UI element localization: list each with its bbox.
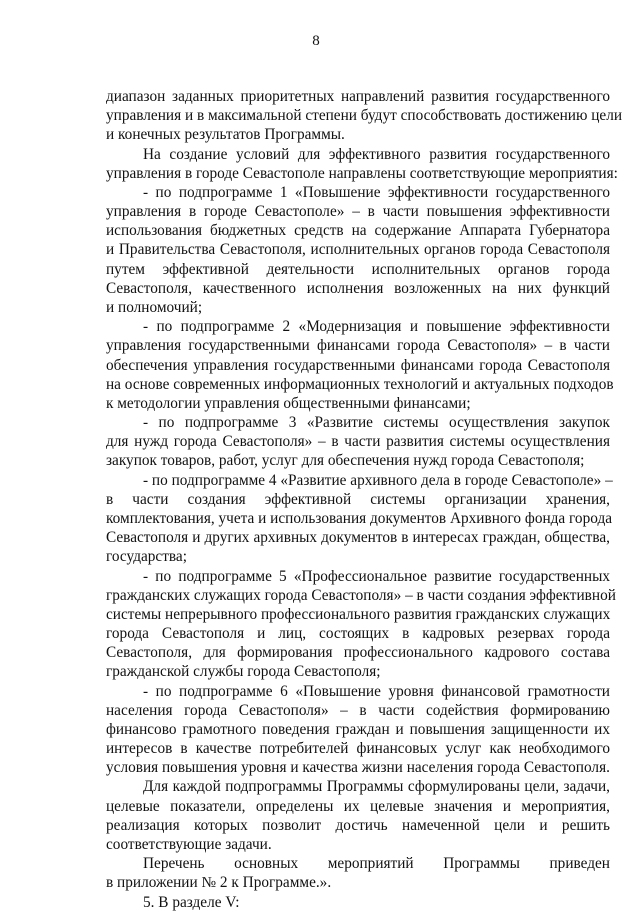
text-line: соответствующие задачи.	[106, 836, 272, 854]
text-line: управления и в максимальной степени будут способствовать достижению цели	[106, 107, 623, 125]
text-line: На создание условий для эффективного развития государственного	[143, 145, 610, 163]
text-line: обеспечения управления государственными финансами города Севастополя	[106, 356, 610, 374]
text-line: - по подпрограмме 5 «Профессиональное развитие государственных	[143, 567, 610, 585]
text-line: 5. В разделе V:	[143, 893, 240, 911]
text-line: и полномочий;	[106, 298, 203, 316]
text-line: на основе современных информационных технологий и актуальных подходов	[106, 375, 614, 393]
text-line: - по подпрограмме 6 «Повышение уровня финансовой грамотности	[143, 682, 610, 700]
text-line: государства;	[106, 548, 187, 566]
text-line: гражданской службы города Севастополя;	[106, 663, 381, 681]
text-line: интересов в качестве потребителей финансовых услуг как необходимого	[106, 740, 610, 758]
text-line: и конечных результатов Программы.	[106, 126, 345, 144]
text-line: Севастополя, качественного исполнения возложенных на них функций	[106, 279, 610, 297]
text-line: - по подпрограмме 3 «Развитие системы осуществления закупок	[143, 414, 610, 432]
text-line: управления в городе Севастополе направлены соответствующие мероприятия:	[106, 164, 618, 182]
text-line: гражданских служащих города Севастополя» – в части создания эффективной	[106, 586, 616, 604]
text-line: - по подпрограмме 4 «Развитие архивного дела в городе Севастополе» –	[143, 471, 613, 489]
text-line: и Правительства Севастополя, исполнительных органов города Севастополя	[106, 241, 610, 259]
text-line: диапазон заданных приоритетных направлений развития государственного	[106, 88, 610, 105]
text-line: закупок товаров, работ, услуг для обеспечения нужд города Севастополя;	[106, 452, 585, 470]
text-line: комплектования, учета и использования документов Архивного фонда города	[106, 509, 613, 527]
text-line: города Севастополя и лиц, состоящих в кадровых резервах города	[106, 625, 610, 643]
text-line: в приложении № 2 к Программе.».	[106, 874, 332, 892]
text-line: Севастополя и других архивных документов в интересах граждан, общества,	[106, 529, 610, 547]
text-line: системы непрерывного профессионального развития гражданских служащих	[106, 605, 611, 623]
text-line: к методологии управления общественными финансами;	[106, 394, 471, 412]
text-line: целевые показатели, определены их целевые значения и мероприятия,	[106, 797, 610, 815]
text-line: - по подпрограмме 1 «Повышение эффективности государственного	[143, 183, 610, 201]
text-line: Для каждой подпрограммы Программы сформулированы цели, задачи,	[143, 778, 610, 796]
text-line: населения города Севастополя» – в части содействия формированию	[106, 701, 610, 719]
text-line: Севастополя, для формирования профессионального кадрового состава	[106, 644, 610, 662]
text-line: управления в городе Севастополе» – в части повышения эффективности	[106, 203, 610, 221]
text-line: в части создания эффективной системы организации хранения,	[106, 490, 610, 508]
page-number: 8	[312, 33, 320, 49]
text-line: реализация которых позволит достичь намеченной цели и решить	[106, 816, 610, 834]
text-line: финансово грамотного поведения граждан и повышения защищенности их	[106, 720, 610, 738]
text-line: - по подпрограмме 2 «Модернизация и повышение эффективности	[143, 318, 610, 336]
text-line: Перечень основных мероприятий Программы приведен	[143, 855, 610, 873]
text-line: управления государственными финансами города Севастополя» – в части	[106, 337, 610, 355]
text-line: путем эффективной деятельности исполнительных органов города	[106, 260, 610, 278]
text-line: для нужд города Севастополя» – в части развития системы осуществления	[106, 433, 610, 451]
text-line: условия повышения уровня и качества жизни населения города Севастополя.	[106, 759, 610, 777]
text-line: использования бюджетных средств на содержание Аппарата Губернатора	[106, 222, 610, 240]
